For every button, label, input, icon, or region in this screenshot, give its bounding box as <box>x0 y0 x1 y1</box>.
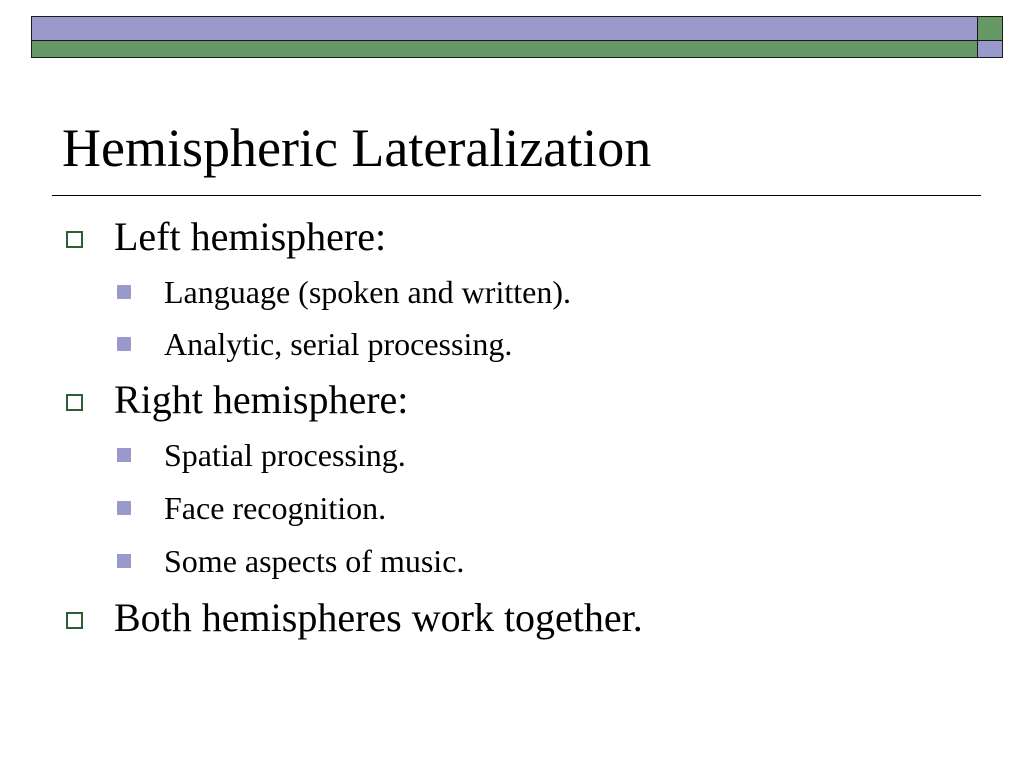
bullet-text: Right hemisphere: <box>114 377 409 422</box>
slide-title: Hemispheric Lateralization <box>62 118 652 178</box>
filled-square-icon <box>117 501 131 515</box>
filled-square-icon <box>117 337 131 351</box>
sub-bullet-text: Language (spoken and written). <box>164 274 571 310</box>
sub-bullet-text: Some aspects of music. <box>164 543 465 579</box>
filled-square-icon <box>117 448 131 462</box>
bullet-text: Left hemisphere: <box>114 214 387 259</box>
hollow-square-icon <box>66 231 83 248</box>
hollow-square-icon <box>66 612 83 629</box>
filled-square-icon <box>117 285 131 299</box>
filled-square-icon <box>117 554 131 568</box>
bullet-text: Both hemispheres work together. <box>114 595 643 640</box>
sub-bullet-text: Spatial processing. <box>164 437 406 473</box>
sub-bullet-text: Face recognition. <box>164 490 387 526</box>
sub-bullet-text: Analytic, serial processing. <box>164 326 513 362</box>
hollow-square-icon <box>66 394 83 411</box>
